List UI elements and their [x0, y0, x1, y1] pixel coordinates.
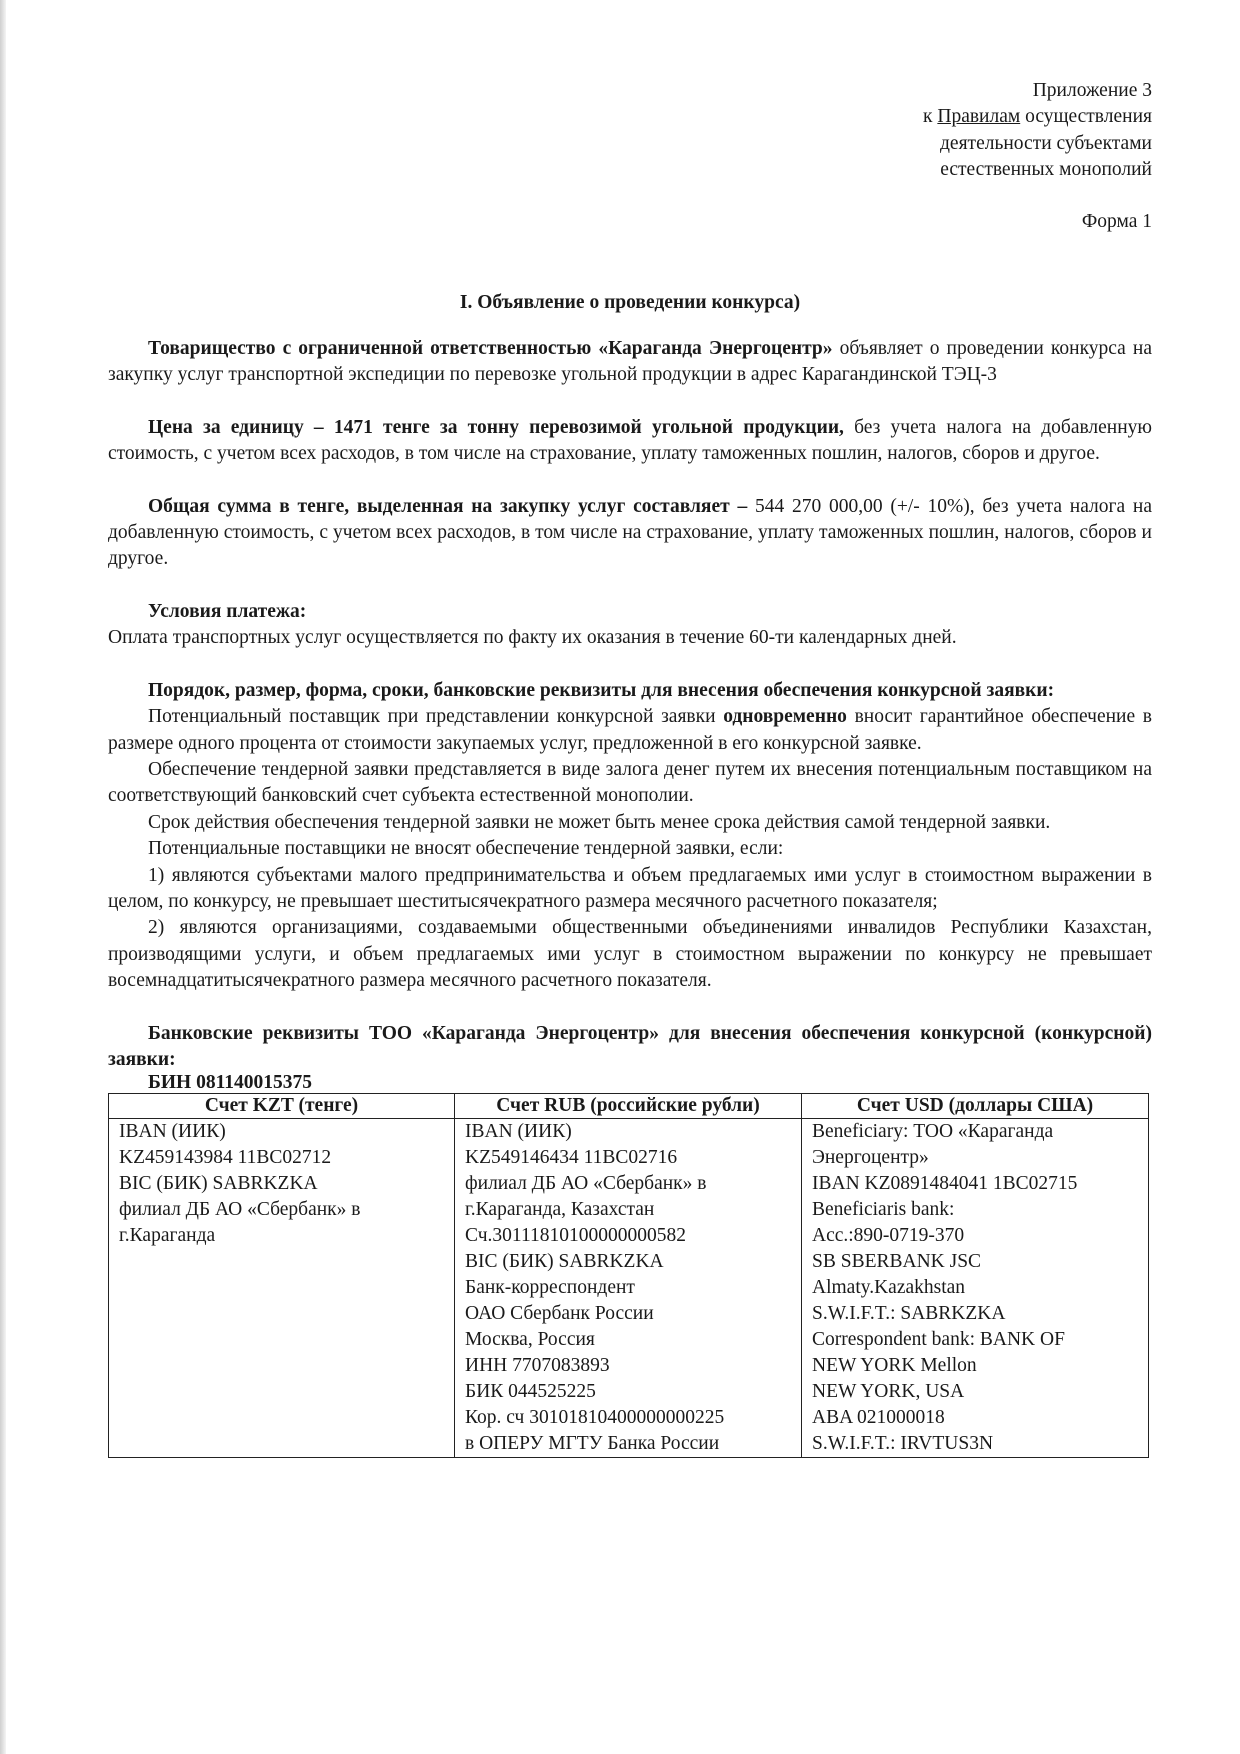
rub-line: Сч.30111810100000000582: [465, 1225, 686, 1247]
usd-line: S.W.I.F.T.: SABRKZKA: [812, 1303, 1006, 1325]
total-paragraph: [108, 494, 1152, 573]
bank-heading: [108, 1021, 1152, 1074]
bank-heading-text: Банковские реквизиты ТОО «Караганда Энергоцентр» для внесения обеспечения конкурсной (конкурсной) заявки:: [108, 1022, 1152, 1070]
usd-line: Beneficiary: ТОО «Караганда: [812, 1121, 1054, 1143]
column-header-kzt: Счет KZT (тенге): [109, 1094, 455, 1119]
usd-line: Энергоцентр»: [812, 1147, 929, 1169]
rub-line: Кор. сч 30101810400000000225: [465, 1407, 725, 1429]
table-row: [109, 1119, 1149, 1458]
usd-line: S.W.I.F.T.: IRVTUS3N: [812, 1433, 994, 1455]
price-text: без учета налога на добавленную стоимость, с учетом всех расходов, в том числе на страхование, уплату таможенных пошлин, налогов, сборов и другое.: [108, 416, 1152, 465]
usd-line: Almaty.Kazakhstan: [812, 1277, 966, 1299]
usd-line: IBAN KZ0891484041 1BC02715: [812, 1173, 1078, 1195]
security-heading-text: Порядок, размер, форма, сроки, банковские реквизиты для внесения обеспечения конкурсной заявки:: [148, 679, 1055, 701]
rub-line: ОАО Сбербанк России: [465, 1303, 654, 1325]
rub-line: ИНН 7707083893: [465, 1355, 610, 1377]
kzt-line: KZ459143984 11BC02712: [119, 1147, 332, 1169]
rub-line: БИК 044525225: [465, 1381, 596, 1403]
payment-heading: [108, 599, 1152, 625]
table-header-row: [109, 1094, 1149, 1119]
usd-line: NEW YORK, USA: [812, 1381, 965, 1403]
usd-line: ABA 021000018: [812, 1407, 945, 1429]
document-page: [108, 78, 1152, 1458]
rub-cell: [455, 1119, 802, 1458]
appendix-header: [108, 78, 1152, 184]
appendix-line-2: [108, 104, 1152, 130]
rub-line: в ОПЕРУ МГТУ Банка России: [465, 1433, 720, 1455]
bin-number: БИН 081140015375: [148, 1072, 313, 1094]
security-paragraph-3: Срок действия обеспечения тендерной заявки не может быть менее срока действия самой тендерной заявки.: [148, 811, 1051, 833]
appendix-line-1: Приложение 3: [1032, 80, 1152, 101]
kzt-cell: [109, 1119, 455, 1458]
appendix-suffix: осуществления: [1020, 106, 1152, 128]
security-paragraph-5: 1) являются субъектами малого предпринимательства и объем предлагаемых ими услуг в стоимостном выражении в целом, по конкурсу, не превышает шеститысячекратного размера месячного расчетного показателя;: [108, 864, 1152, 912]
security-paragraph-4: Потенциальные поставщики не вносят обеспечение тендерной заявки, если:: [148, 838, 784, 860]
usd-line: SB SBERBANK JSC: [812, 1251, 982, 1273]
usd-line: NEW YORK Mellon: [812, 1355, 977, 1377]
rub-line: BIC (БИК) SABRKZKA: [465, 1251, 664, 1273]
price-bold: Цена за единицу – 1471 тенге за тонну перевозимой угольной продукции,: [148, 416, 844, 438]
column-header-usd: Счет USD (доллары США): [802, 1094, 1149, 1119]
intro-text: объявляет о проведении конкурса на закупку услуг транспортной экспедиции по перевозке угольной продукции в адрес Карагандинской ТЭЦ-3: [108, 338, 1152, 386]
rub-line: IBAN (ИИК): [465, 1121, 572, 1143]
security-p1-bold: одновременно: [723, 706, 847, 728]
kzt-line: филиал ДБ АО «Сбербанк» в: [119, 1199, 361, 1221]
payment-heading-text: Условия платежа:: [148, 600, 307, 622]
intro-bold: Товарищество с ограниченной ответственностью «Караганда Энергоцентр»: [148, 338, 833, 360]
usd-line: Beneficiaris bank:: [812, 1199, 955, 1221]
bank-details-table: [108, 1093, 1149, 1458]
security-heading: [108, 678, 1152, 704]
rules-link[interactable]: Правилам: [937, 106, 1021, 128]
appendix-line-4: естественных монополий: [940, 159, 1152, 181]
appendix-line-3: деятельности субъектами: [940, 132, 1152, 154]
security-paragraph-2: Обеспечение тендерной заявки представляется в виде залога денег путем их внесения потенциальным поставщиком на соответствующий банковский счет субъекта естественной монополии.: [108, 758, 1152, 807]
rub-line: Москва, Россия: [465, 1329, 595, 1351]
appendix-prefix: к: [923, 106, 938, 128]
security-paragraph-6: 2) являются организациями, создаваемыми общественными объединениями инвалидов Республики Казахстан, производящими услуги, и объем предлагаемых ими услуг в стоимостном выражении по конкурсу не превышает восемнадцатитысячекратного размера месячного расчетного показателя.: [108, 917, 1152, 992]
document-title: I. Объявление о проведении конкурса): [459, 292, 801, 314]
payment-text: Оплата транспортных услуг осуществляется по факту их оказания в течение 60-ти календарных дней.: [108, 627, 957, 649]
scan-edge: [0, 0, 6, 1754]
security-paragraph-1: [108, 704, 1152, 757]
form-label: Форма 1: [1081, 210, 1152, 232]
rub-line: KZ549146434 11BC02716: [465, 1147, 678, 1169]
total-text: 544 270 000,00 (+/- 10%), без учета налога на добавленную стоимость, с учетом всех расходов, в том числе на страхование, уплату таможенных пошлин, налогов, сборов и другое.: [108, 495, 1152, 570]
usd-line: Correspondent bank: BANK OF: [812, 1329, 1065, 1351]
rub-line: Банк-корреспондент: [465, 1277, 635, 1299]
security-p1-after: вносит гарантийное обеспечение в размере одного процента от стоимости закупаемых услуг, предложенной в его конкурсной заявке.: [108, 706, 1153, 754]
kzt-line: IBAN (ИИК): [119, 1121, 226, 1143]
price-paragraph: [108, 415, 1152, 468]
kzt-line: г.Караганда: [119, 1225, 216, 1247]
column-header-rub: Счет RUB (российские рубли): [455, 1094, 802, 1119]
rub-line: г.Караганда, Казахстан: [465, 1199, 655, 1221]
security-p1-before: Потенциальный поставщик при представлении конкурсной заявки: [148, 706, 724, 728]
rub-line: филиал ДБ АО «Сбербанк» в: [465, 1173, 707, 1195]
intro-paragraph: [108, 336, 1152, 389]
kzt-line: BIC (БИК) SABRKZKA: [119, 1173, 318, 1195]
usd-line: Acc.:890-0719-370: [812, 1225, 965, 1247]
total-bold: Общая сумма в тенге, выделенная на закупку услуг составляет –: [148, 495, 748, 517]
usd-cell: [802, 1119, 1149, 1458]
